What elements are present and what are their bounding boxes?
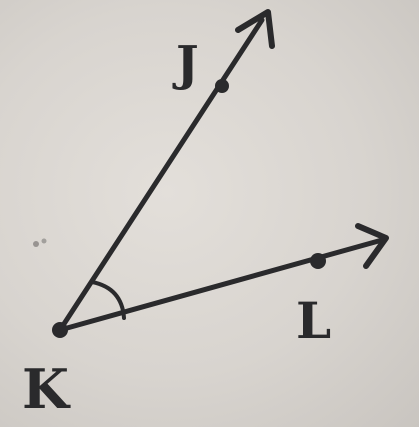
- label-j: J: [176, 36, 199, 92]
- label-k: K: [22, 357, 69, 421]
- point-k: [52, 322, 68, 338]
- point-j: [215, 79, 229, 93]
- point-l: [310, 253, 326, 269]
- stray-mark: [42, 239, 47, 244]
- stray-mark: [33, 241, 39, 247]
- label-l: L: [296, 291, 332, 350]
